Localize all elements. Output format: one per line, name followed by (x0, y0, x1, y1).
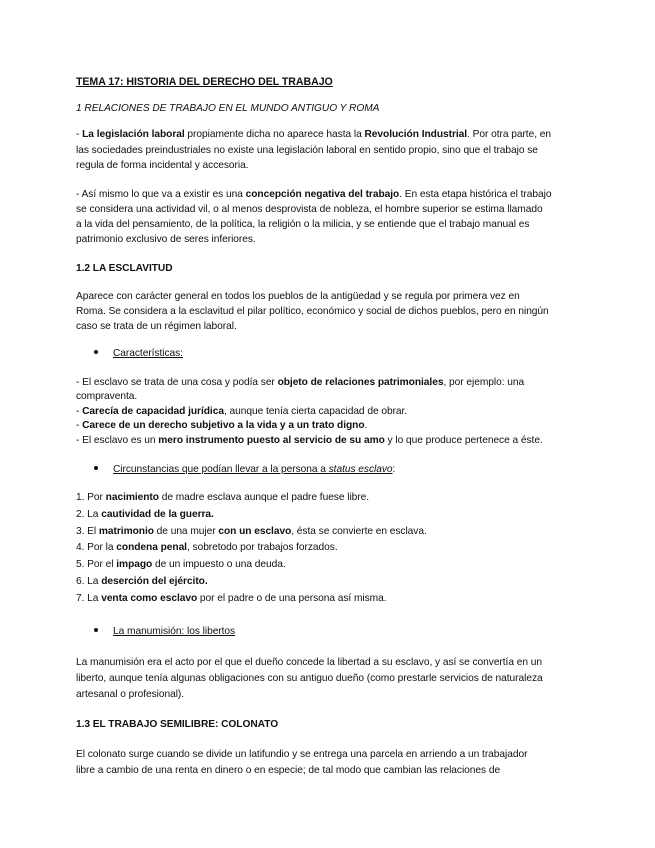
page-title: TEMA 17: HISTORIA DEL DERECHO DEL TRABAJO (76, 76, 333, 88)
list-item: 4. Por la condena penal, sobretodo por trabajos forzados. (76, 542, 338, 553)
esclavitud-intro-line2: Roma. Se considera a la esclavitud el pilar político, económico y social de dichos pueblos, pero en ningún (76, 306, 549, 317)
bullet-manumision: La manumisión: los libertos (94, 626, 596, 638)
bullet-dot-icon (94, 350, 98, 354)
list-item: 2. La cautividad de la guerra. (76, 509, 214, 520)
list-item: 5. Por el impago de un impuesto o una deuda. (76, 559, 286, 570)
bullet-dot-icon (94, 628, 98, 632)
paragraph-concepcion-line4: patrimonio exclusivo de seres inferiores. (76, 234, 256, 245)
esclavitud-intro-line3: caso se trata de un régimen laboral. (76, 321, 237, 332)
paragraph-legislacion-line3: regula de forma incidental y accesoria. (76, 160, 249, 171)
section-1-2-heading: 1.2 LA ESCLAVITUD (76, 263, 173, 274)
colonato-line2: libre a cambio de una renta en dinero o en especie; de tal modo que cambian las relaciones de (76, 765, 501, 776)
paragraph-legislacion-line2: las sociedades preindustriales no existe una legislación laboral en sentido propio, sino que el trabajo se (76, 145, 538, 156)
colonato-line1: El colonato surge cuando se divide un latifundio y se entrega una parcela en arriendo a un trabajador (76, 749, 528, 760)
list-item: 3. El matrimonio de una mujer con un esclavo, ésta se convierte en esclava. (76, 526, 427, 537)
caracteristica-1-line2: compraventa. (76, 391, 138, 402)
bullet-caracteristicas: Características: (94, 348, 596, 360)
paragraph-concepcion-line2: se considera una actividad vil, o al menos desprovista de nobleza, el hombre superior se estima llamado (76, 204, 543, 215)
list-item: 6. La deserción del ejército. (76, 576, 208, 587)
caracteristica-3: - Carece de un derecho subjetivo a la vida y a un trato digno. (76, 420, 368, 431)
caracteristica-4: - El esclavo es un mero instrumento puesto al servicio de su amo y lo que produce pertenece a éste. (76, 435, 543, 446)
section-1-heading: 1 RELACIONES DE TRABAJO EN EL MUNDO ANTIGUO Y ROMA (76, 103, 380, 114)
manumision-line3: artesanal o profesional). (76, 689, 185, 700)
paragraph-concepcion-line3: a la vida del pensamiento, de la política, la religión o la milicia, y se entiende que el trabajo manual es (76, 219, 530, 230)
caracteristica-1-line1: - El esclavo se trata de una cosa y podía ser objeto de relaciones patrimoniales, por ejemplo: una (76, 377, 525, 388)
bullet-circunstancias: Circunstancias que podían llevar a la persona a status esclavo: (94, 464, 596, 476)
section-1-3-heading: 1.3 EL TRABAJO SEMILIBRE: COLONATO (76, 719, 279, 730)
paragraph-concepcion-line1: - Así mismo lo que va a existir es una concepción negativa del trabajo. En esta etapa histórica el trabajo (76, 189, 552, 200)
list-item: 1. Por nacimiento de madre esclava aunque el padre fuese libre. (76, 492, 370, 503)
caracteristica-2: - Carecía de capacidad jurídica, aunque tenía cierta capacidad de obrar. (76, 406, 408, 417)
manumision-line1: La manumisión era el acto por el que el dueño concede la libertad a su esclavo, y así se convertía en un (76, 657, 542, 668)
manumision-line2: liberto, aunque tenía algunas obligaciones con su antiguo dueño (como prestarle servicios de naturaleza (76, 673, 543, 684)
bullet-dot-icon (94, 466, 98, 470)
paragraph-legislacion-line1: - La legislación laboral propiamente dicha no aparece hasta la Revolución Industrial. Por otra parte, en (76, 129, 551, 140)
list-item: 7. La venta como esclavo por el padre o de una persona así misma. (76, 593, 387, 604)
esclavitud-intro-line1: Aparece con carácter general en todos los pueblos de la antigüedad y se regula por primera vez en (76, 291, 520, 302)
